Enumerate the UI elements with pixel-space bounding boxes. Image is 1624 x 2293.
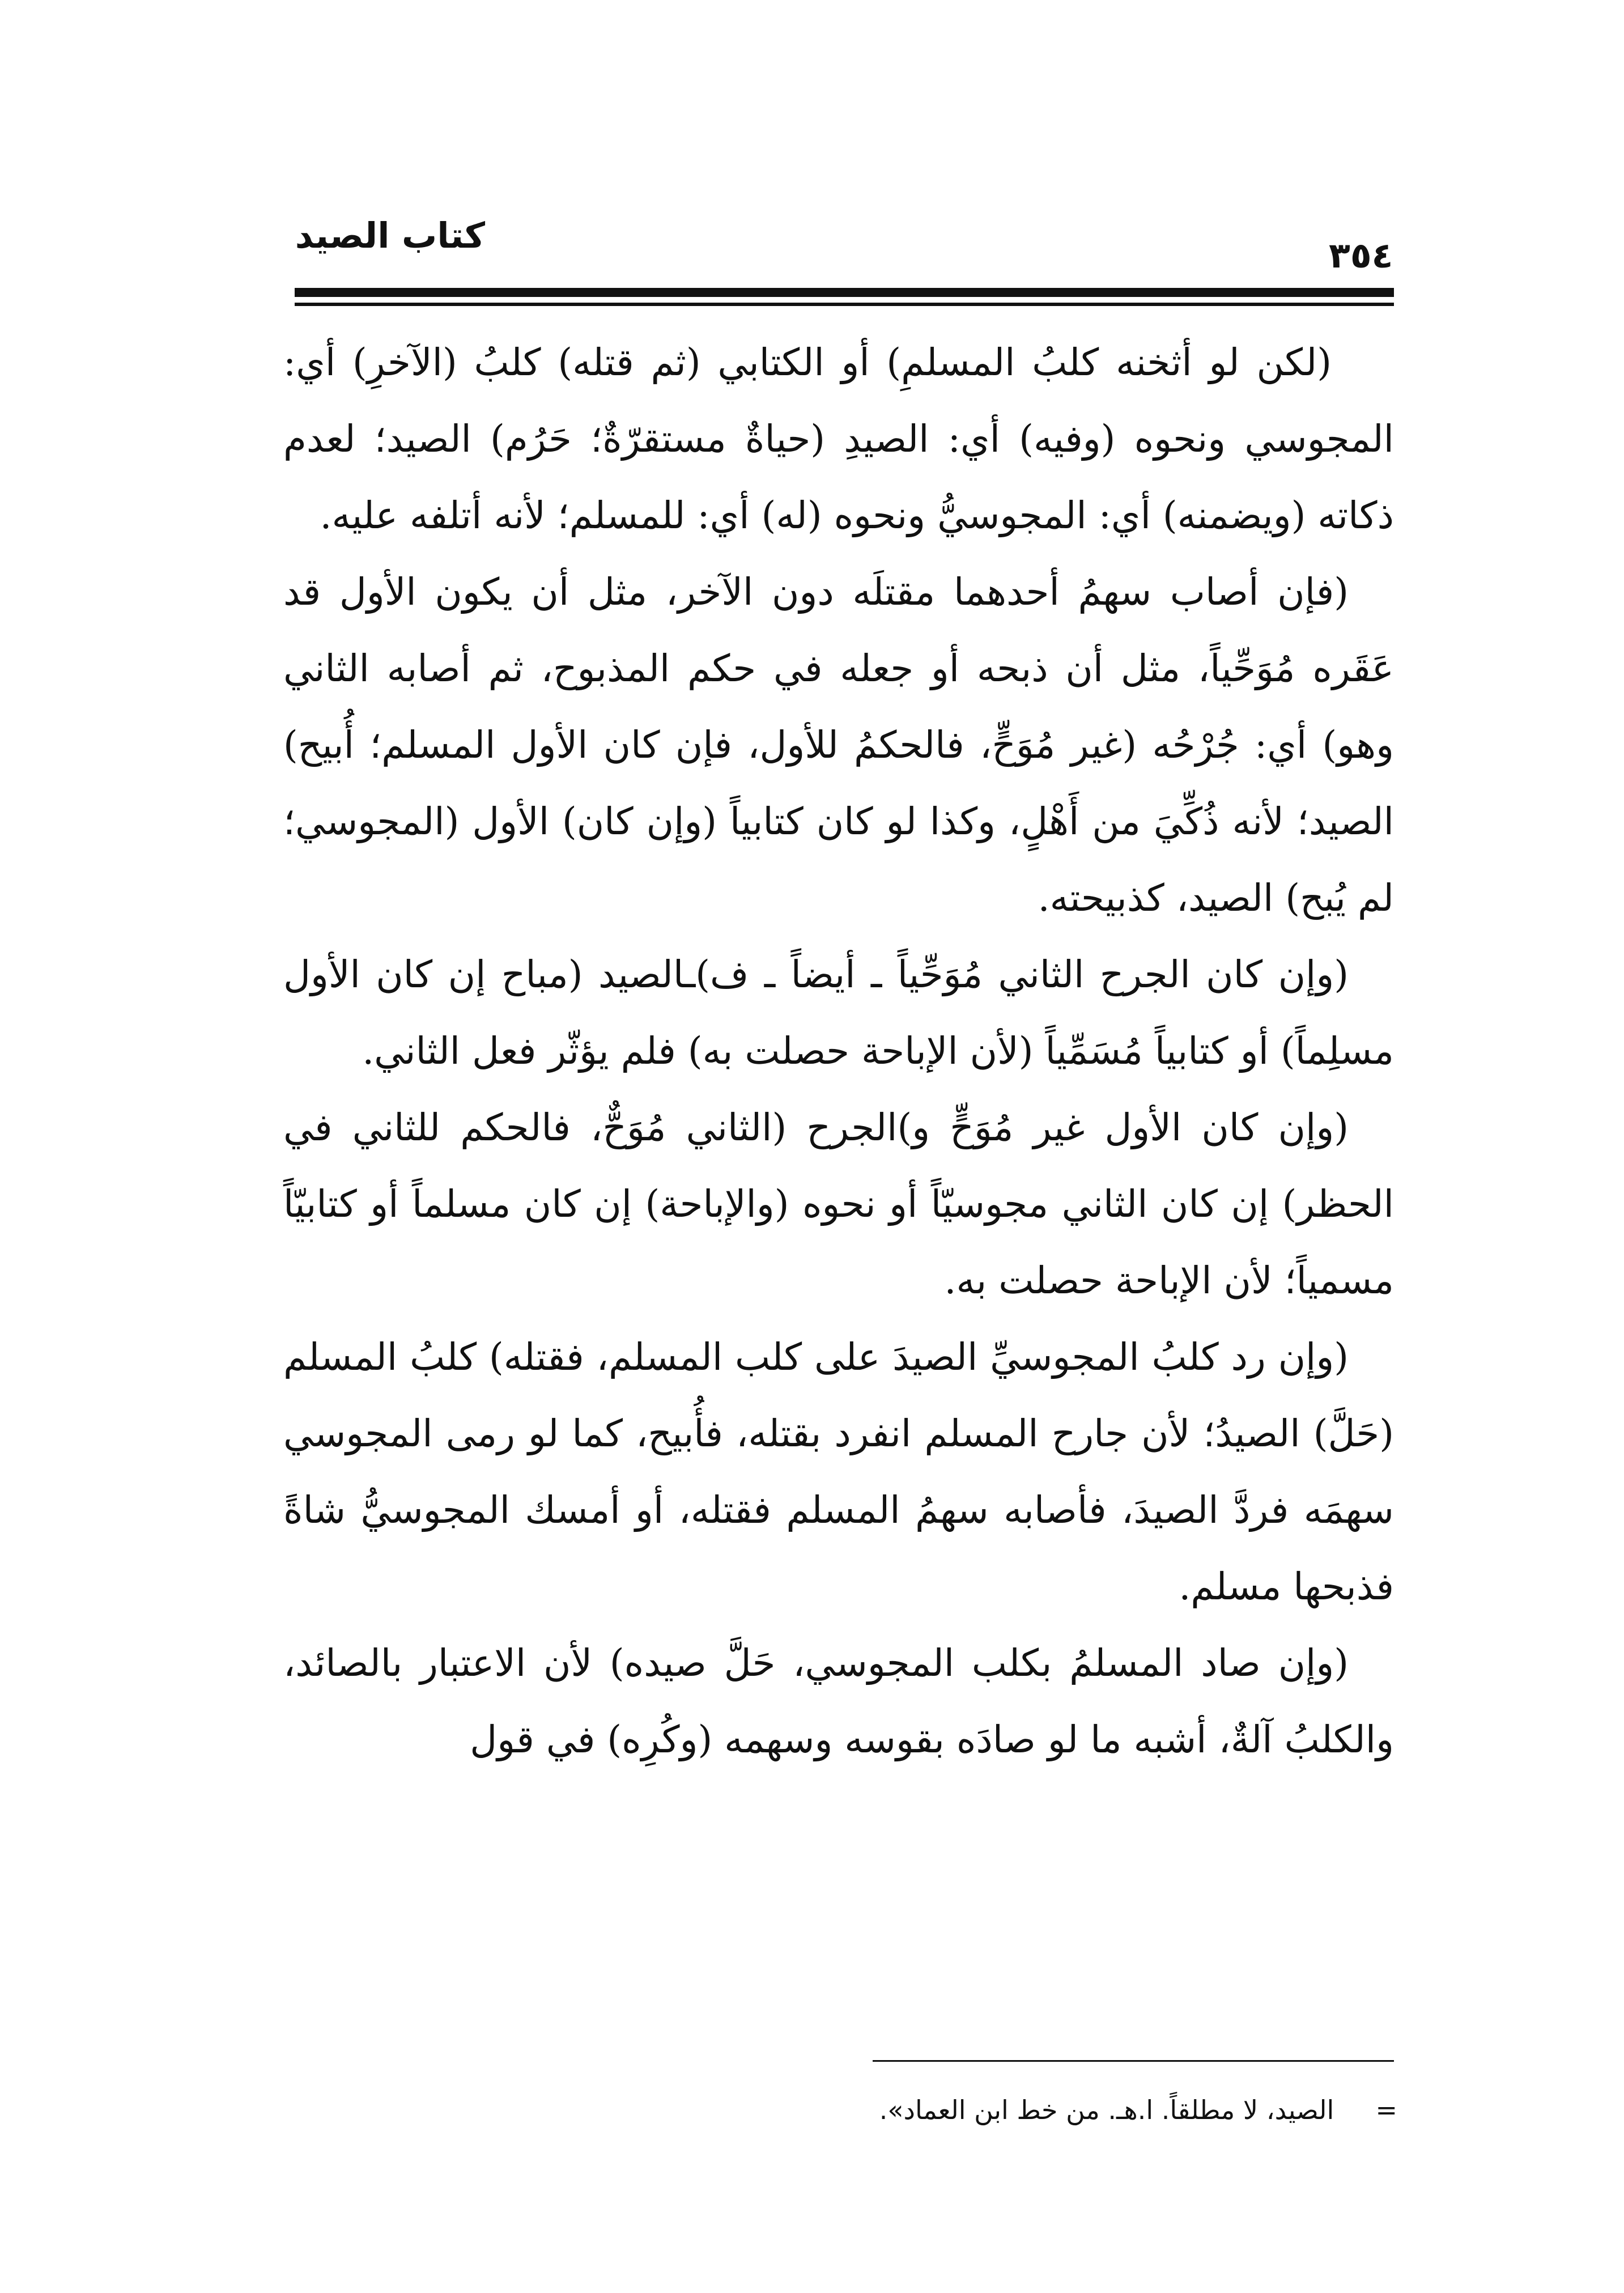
paragraph: (فإن أصاب سهمُ أحدهما مقتلَه دون الآخر، مثل أن يكون الأول قد عَقَره مُوَحِّياً، مثل أن ذبحه أو جعله في حكم المذبوح، ثم أصابه الثاني وهو) أي: جُرْحُه (غير مُوَحٍّ، فالحكمُ للأول، فإن كان الأول المسلم؛ أُبيح) الصيد؛ لأنه ذُكِّيَ من أَهْلٍ، وكذا لو كان كتابياً (وإن كان) الأول (المجوسي؛ لم يُبح) الصيد، كذبيحته. <box>283 570 1394 920</box>
page-number: ٣٥٤ <box>1329 235 1393 276</box>
paragraph: (وإن كان الجرح الثاني مُوَحِّياً ـ أيضاً ـ ف)ـالصيد (مباح إن كان الأول مسلِماً) أو كتابياً مُسَمِّياً (لأن الإباحة حصلت به) فلم يؤثّر فعل الثاني. <box>283 953 1394 1073</box>
paragraph: (لكن لو أثخنه كلبُ المسلمِ) أو الكتابي (ثم قتله) كلبُ (الآخرِ) أي: المجوسي ونحوه (وفيه) أي: الصيدِ (حياةٌ مستقرّةٌ؛ حَرُم) الصيد؛ لعدم ذكاته (ويضمنه) أي: المجوسيُّ ونحوه (له) أي: للمسلم؛ لأنه أتلفه عليه. <box>283 341 1394 537</box>
header-rule-thin <box>295 303 1394 306</box>
running-title: كتاب الصيد <box>295 215 485 256</box>
footnote <box>879 2097 1397 2123</box>
body-text <box>283 324 1394 1778</box>
paragraph: (وإن رد كلبُ المجوسيِّ الصيدَ على كلب المسلم، فقتله) كلبُ المسلم (حَلَّ) الصيدُ؛ لأن جارح المسلم انفرد بقتله، فأُبيح، كما لو رمى المجوسي سهمَه فردَّ الصيدَ، فأصابه سهمُ المسلم فقتله، أو أمسك المجوسيُّ شاةً فذبحها مسلم. <box>283 1335 1394 1608</box>
footnote-separator <box>873 2060 1394 2062</box>
paragraph: (وإن كان الأول غير مُوَحٍّ و)الجرح (الثاني مُوَحٌّ، فالحكم للثاني في الحظر) إن كان الثاني مجوسيّاً أو نحوه (والإباحة) إن كان مسلماً أو كتابيّاً مسمياً؛ لأن الإباحة حصلت به. <box>283 1106 1394 1302</box>
header-rule-thick <box>295 288 1394 297</box>
footnote-text: الصيد، لا مطلقاً. ا.هـ. من خط ابن العماد». <box>879 2095 1334 2125</box>
footnote-marker: = <box>1375 2095 1397 2125</box>
paragraph: (وإن صاد المسلمُ بكلب المجوسي، حَلَّ صيده) لأن الاعتبار بالصائد، والكلبُ آلةٌ، أشبه ما لو صادَه بقوسه وسهمه (وكُرِه) في قول <box>283 1641 1394 1761</box>
